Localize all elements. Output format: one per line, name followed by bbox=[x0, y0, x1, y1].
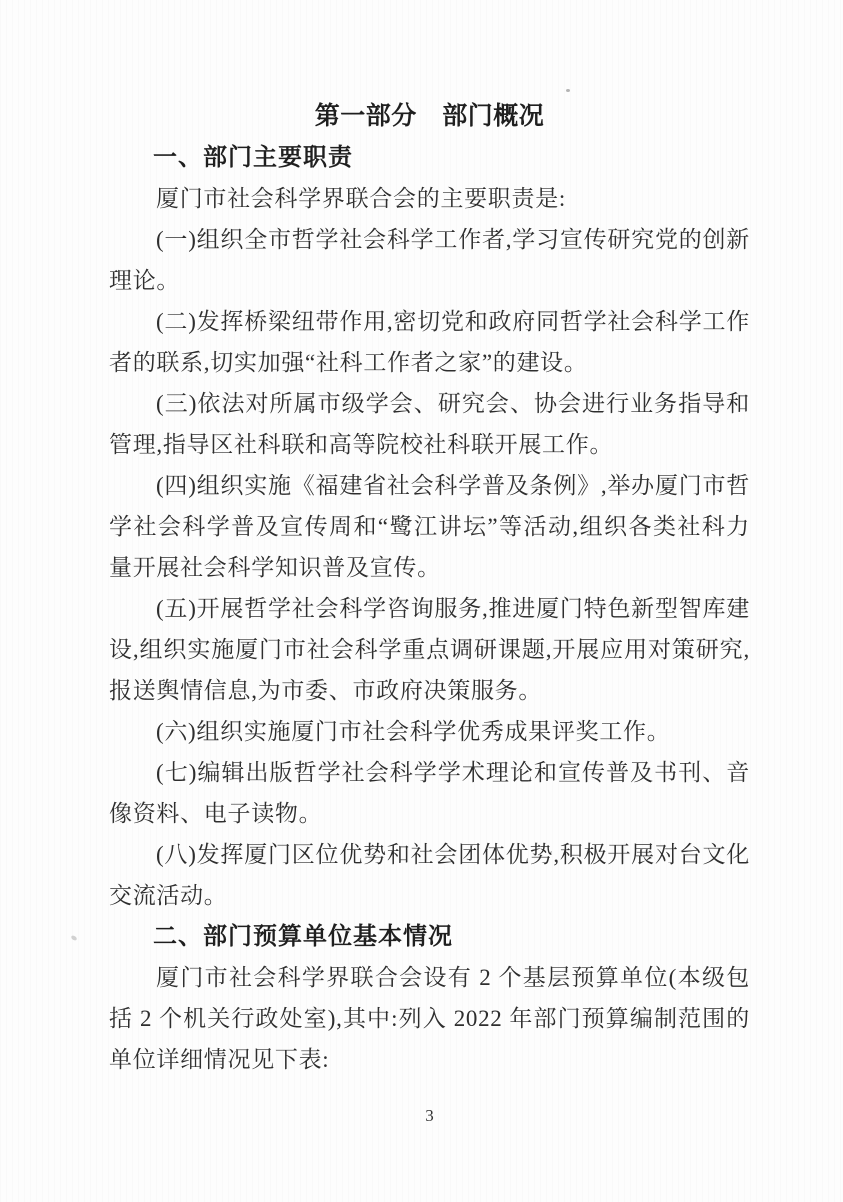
duty-item-3: (三)依法对所属市级学会、研究会、协会进行业务指导和管理,指导区社科联和高等院校社科联开展工作。 bbox=[109, 391, 750, 457]
duty-item-8: (八)发挥厦门区位优势和社会团体优势,积极开展对台文化交流活动。 bbox=[109, 842, 750, 908]
scan-speck bbox=[70, 935, 77, 942]
page-content bbox=[109, 96, 750, 1080]
section1-intro: 厦门市社会科学界联合会的主要职责是: bbox=[156, 186, 566, 211]
duty-item-7: (七)编辑出版哲学社会科学学术理论和宣传普及书刊、音像资料、电子读物。 bbox=[109, 760, 750, 826]
duty-item-5: (五)开展哲学社会科学咨询服务,推进厦门特色新型智库建设,组织实施厦门市社会科学重点调研课题,开展应用对策研究,报送舆情信息,为市委、市政府决策服务。 bbox=[109, 596, 750, 703]
duty-item-4: (四)组织实施《福建省社会科学普及条例》,举办厦门市哲学社会科学普及宣传周和“鹭江讲坛”等活动,组织各类社科力量开展社会科学知识普及宣传。 bbox=[109, 473, 750, 580]
page-number: 3 bbox=[425, 1106, 434, 1125]
section1-heading: 一、部门主要职责 bbox=[153, 144, 353, 171]
section2-body: 厦门市社会科学界联合会设有 2 个基层预算单位(本级包括 2 个机关行政处室),其中:列入 2022 年部门预算编制范围的单位详细情况见下表: bbox=[109, 965, 750, 1072]
section2-heading: 二、部门预算单位基本情况 bbox=[153, 923, 453, 950]
duty-item-6: (六)组织实施厦门市社会科学优秀成果评奖工作。 bbox=[156, 719, 671, 744]
duty-item-1: (一)组织全市哲学社会科学工作者,学习宣传研究党的创新理论。 bbox=[109, 227, 750, 293]
part-title: 第一部分 部门概况 bbox=[314, 102, 545, 130]
scan-speck bbox=[566, 89, 570, 92]
duty-item-2: (二)发挥桥梁纽带作用,密切党和政府同哲学社会科学工作者的联系,切实加强“社科工作者之家”的建设。 bbox=[109, 309, 750, 375]
